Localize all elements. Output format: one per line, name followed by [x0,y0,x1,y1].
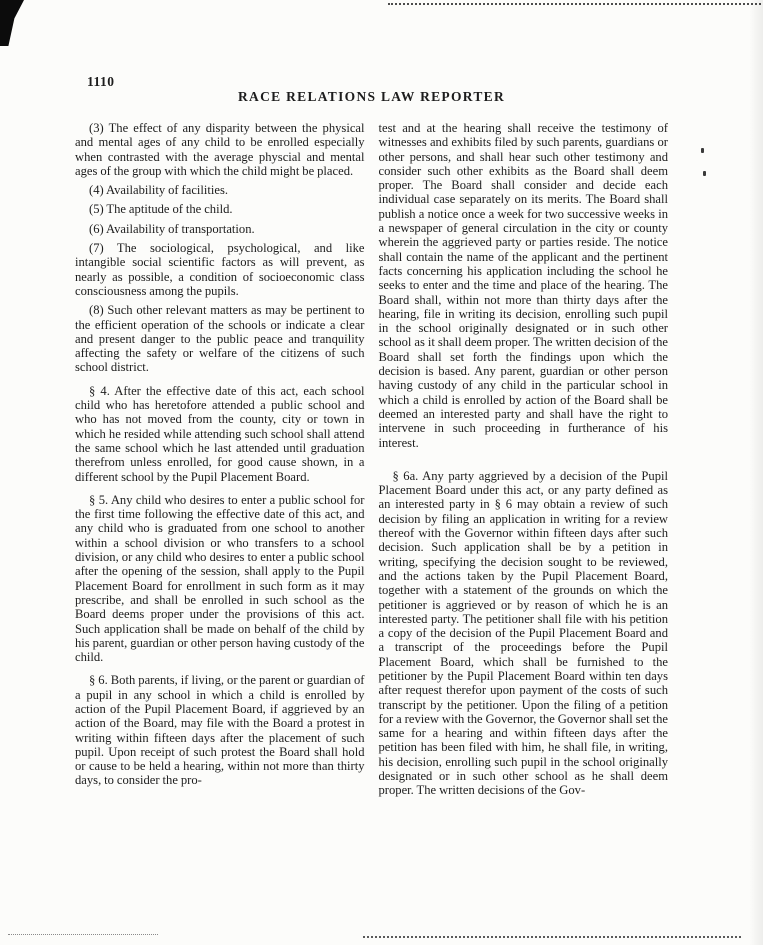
continuation-paragraph: test and at the hearing shall receive the testimony of witnesses and exhibits filed by such parents, guardians or other persons, and shall hear such other testimony and consider such other exhibits as the Board shall deem proper. The Board shall consider and decide each individual case separately on its merits. The Board shall publish a notice once a week for two successive weeks in a newspaper of general circulation in the city or county wherein the aggrieved party or parties reside. The notice shall contain the name of the applicant and the pertinent facts concerning his application including the school he seeks to enter and the time and place of the hearing. The Board shall, within not more than thirty days after the hearing, file in writing its decision, enrolling such pupil in the school originally designated or in such other school as it shall deem proper. The written decision of the Board shall set forth the findings upon which the decision is based. Any parent, guardian or other person having custody of any child in the particular school in which a child is enrolled by action of the Board shall be deemed an interested party and shall have the right to intervene in such proceeding in furtherance of his interest. [378,121,668,450]
page-title: RACE RELATIONS LAW REPORTER [237,89,506,104]
section-4-paragraph: § 4. After the effective date of this act, each school child who has heretofore attended a public school and who has not moved from the county, city or town in which he resided while attending such school shall attend the same school which he last attended until graduation therefrom unless enrolled, for good cause shown, in a different school by the Pupil Placement Board. [75,383,365,484]
paragraph-item-3: (3) The effect of any disparity between the physical and mental ages of any child to be enrolled especially when contrasted with the average physcial and mental ages of the group with which the child might be placed. [75,121,365,178]
scan-artifact-dotted-line-top [388,3,761,5]
scan-artifact-speck [701,148,704,153]
scan-artifact-dotted-line-bottom-left [8,934,158,935]
paragraph-item-4: (4) Availability of facilities. [89,183,229,198]
right-column [379,121,669,803]
scan-edge-shading [749,0,763,945]
two-column-text-body [75,121,668,803]
page-number: 1110 [87,74,115,89]
section-6a-paragraph: § 6a. Any party aggrieved by a decision of the Pupil Placement Board under this act, or any party defined as an interested party in § 6 may obtain a review of such decision by filing an application in writing for a review thereof with the Governor within fifteen days after such decision. Such application shall be by a petition in writing, specifying the decision sought to be reviewed, and the actions taken by the Pupil Placement Board, together with a statement of the grounds on which the petitioner is aggrieved or by reason of which he is an interested party. The petitioner shall file with his petition a copy of the decision of the Pupil Placement Board and a transcript of the proceedings before the Pupil Placement Board, which shall be furnished to the petitioner by the Pupil Placement Board within ten days after request therefor upon payment of the costs of such transcript by the petitioner. Upon the filing of a petition for a review with the Governor, the Governor shall set the same for a hearing and within fifteen days after the petition has been filed with him, he shall file, in writing, his decision, enrolling such pupil in the school originally designated or in such other school as he shall deem proper. The written decisions of the Gov- [378,468,669,798]
section-5-paragraph: § 5. Any child who desires to enter a public school for the first time following the effective date of this act, and any child who is graduated from one school to another within a school division or who transfers to a school division, or any child who desires to enter a public school after the opening of the session, shall apply to the Pupil Placement Board for enrollment in such form as it may prescribe, and shall be enrolled in such school as the Board deems proper under the provisions of this act. Such application shall be made on behalf of the child by his parent, guardian or other person having custody of the child. [75,492,365,665]
paragraph-item-6: (6) Availability of transportation. [89,221,255,236]
paragraph-item-7: (7) The sociological, psychological, and like intangible social scientific factors as will prevent, as nearly as possible, a condition of socioeconomic class consciousness among the pupils. [75,241,365,298]
scan-artifact-speck [703,171,706,176]
left-column [75,121,365,803]
section-6-paragraph: § 6. Both parents, if living, or the parent or guardian of a pupil in any school in which a child is enrolled by action of the Pupil Placement Board, if aggrieved by an action of the Board, may file with the Board a protest in writing within fifteen days after the placement of such pupil. Upon receipt of such protest the Board shall hold or cause to be held a hearing, within not more than thirty days, to consider the pro- [75,673,365,788]
scan-artifact-dotted-line-bottom-right [363,936,741,938]
scan-artifact-corner-mark [0,0,24,46]
paragraph-item-8: (8) Such other relevant matters as may be pertinent to the efficient operation of the schools or indicate a clear and present danger to the public peace and tranquility affecting the safety or welfare of the citizens of such school district. [75,303,365,375]
paragraph-item-5: (5) The aptitude of the child. [89,202,233,217]
